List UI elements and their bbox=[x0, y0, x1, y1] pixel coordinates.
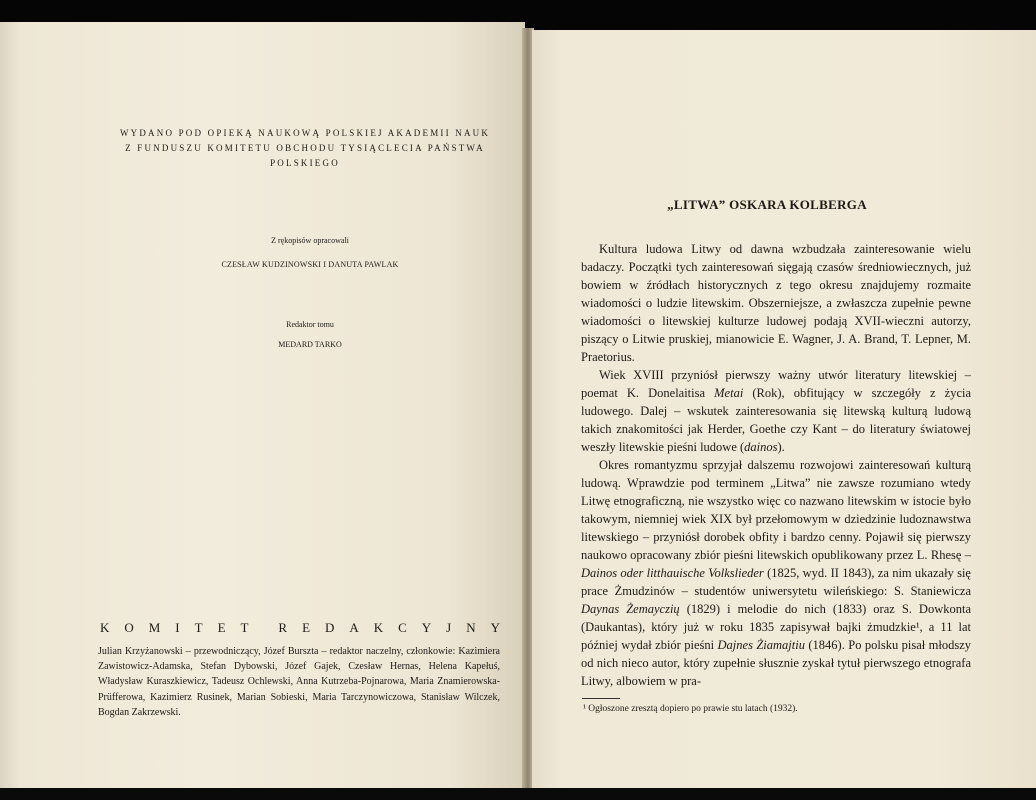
article-body bbox=[581, 240, 971, 690]
italic-title: Daynas Żemayczių bbox=[581, 602, 680, 616]
committee-letter: E bbox=[217, 620, 226, 635]
committee-members: Julian Krzyżanowski – przewodniczący, Józef Burszta – redaktor naczelny, członkowie: Kazimiera Zawistowicz-Adamska, Stefan Dybowski, Józef Gajek, Czesław Hernas, Helena Kapełuś, Władysław Kuraszkiewicz, Tadeusz Ochlewski, Anna Kutrzeba-Pojnarowa, Maria Znamierowska-Prüfferowa, Kazimierz Rusinek, Marian Sobieski, Maria Tarczynowiczowa, Stanisław Wilczek, Bogdan Zakrzewski. bbox=[98, 646, 500, 718]
text-run: (Rok), obfitujący w szczegóły z życia ludowego. Dalej – wskutek zainteresowania się litewską kulturą ludową takich znakomitości jak Herder, Goethe czy Kant – do literatury światowej weszły litewskie pieśni ludowe ( bbox=[581, 386, 972, 454]
credits-label: Z rękopisów opracowali bbox=[271, 236, 349, 245]
bottom-background bbox=[0, 788, 1036, 800]
italic-title: Dajnes Żiamajtiu bbox=[717, 638, 805, 652]
committee-letter: T bbox=[194, 620, 203, 635]
editor-label: Redaktor tomu bbox=[286, 320, 334, 329]
committee-letter: E bbox=[302, 620, 311, 635]
paragraph-1: Kultura ludowa Litwy od dawna wzbudzała zainteresowanie wielu badaczy. Początki tych zainteresowań sięgają czasów średniowiecznych, już bowiem w źródłach historycznych z tego okresu znajdujemy rozmaite wiadomości o ludzie litewskim. Obszerniejsze, a zwłaszcza zupełnie pewne wiadomości o litewskiej kulturze ludowej podają XVII-wieczni autorzy, piszący o Litwie pruskiej, mianowicie E. Wagner, J. A. Brand, T. Lepner, M. Praetorius. bbox=[581, 242, 971, 364]
text-run: ). bbox=[777, 440, 785, 454]
text-run: (1825, wyd. II 1843), za nim ukazały się prace Żmudzinów – studentów uniwersytetu wileńskiego: S. Staniewicza bbox=[581, 566, 971, 598]
committee-title bbox=[100, 620, 500, 636]
committee-letter: M bbox=[148, 620, 161, 635]
editor-name: MEDARD TARKO bbox=[278, 340, 342, 349]
text-run: (1829) i melodie do nich (1833) oraz S. Dowkonta (Daukantas), który już w roku 1835 zapisywał bajki żmudzkie¹, a 11 lat później wydał zbiór pieśni bbox=[581, 602, 971, 652]
committee-letter: C bbox=[398, 620, 407, 635]
committee-letter: K bbox=[100, 620, 110, 635]
committee-letter: K bbox=[373, 620, 384, 635]
paragraph-2 bbox=[581, 366, 971, 456]
committee-letter: N bbox=[466, 620, 476, 635]
article-title: „LITWA” OSKARA KOLBERGA bbox=[667, 197, 867, 212]
paragraph-3 bbox=[581, 456, 971, 690]
committee-letter: O bbox=[124, 620, 134, 635]
publisher-line-1: WYDANO POD OPIEKĄ NAUKOWĄ POLSKIEJ AKADEMII NAUK bbox=[119, 128, 491, 138]
credits-names: CZESŁAW KUDZINOWSKI I DANUTA PAWLAK bbox=[221, 260, 399, 269]
committee-letter: A bbox=[349, 620, 359, 635]
committee-letter: D bbox=[325, 620, 335, 635]
italic-term: dainos bbox=[744, 440, 778, 454]
publisher-info bbox=[100, 126, 510, 171]
committee-letter: Y bbox=[490, 620, 500, 635]
committee-letter: T bbox=[240, 620, 249, 635]
committee-letter: Y bbox=[421, 620, 432, 635]
committee-letter: J bbox=[446, 620, 452, 635]
text-run: Wiek XVIII przyniósł pierwszy ważny utwór literatury litewskiej – poemat K. Donelaitisa bbox=[581, 368, 971, 400]
footnote: ¹ Ogłoszone zresztą dopiero po prawie stu latach (1932). bbox=[583, 704, 798, 714]
text-run: Okres romantyzmu sprzyjał dalszemu rozwojowi zainteresowań kulturą ludową. Wprawdzie pod terminem „Litwa” nie zawsze rozumiano wtedy Litwę etnograficzną, nie wszystko więc co nazwano litewskim w istocie było takowym, niemniej wiek XIX był przełomowym w dziedzinie ludoznawstwa litewskiego – przyniósł dorobek obfity i bardzo cenny. Pojawił się pierwszy naukowo opracowany zbiór pieśni litewskich opublikowany przez L. Rhesę – bbox=[581, 458, 971, 562]
text-run: (1846). Po polsku pisał młodszy od nich nieco autor, który zupełnie słusznie zyskał tytuł pierwszego etnografa Litwy, albowiem w pra- bbox=[581, 638, 971, 688]
publisher-line-2: Z FUNDUSZU KOMITETU OBCHODU TYSIĄCLECIA PAŃSTWA POLSKIEGO bbox=[125, 143, 485, 168]
italic-title: Dainos oder litthauische Volkslieder bbox=[581, 566, 764, 580]
committee-letter: I bbox=[175, 620, 180, 635]
committee-letter: R bbox=[278, 620, 288, 635]
footnote-rule bbox=[582, 698, 620, 699]
italic-title: Metai bbox=[714, 386, 744, 400]
